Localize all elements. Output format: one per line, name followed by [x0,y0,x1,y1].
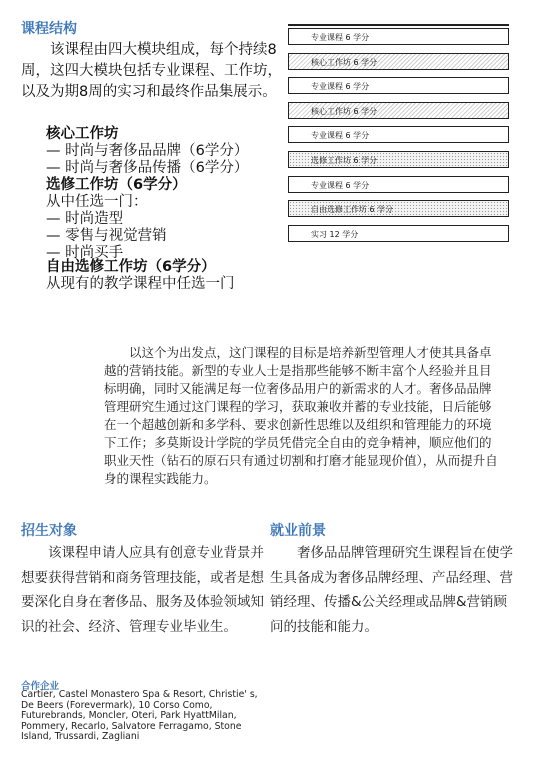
core-workshop-heading: 核心工作坊 [46,126,119,142]
schedule-block: 专业课程 6 学分 [288,77,509,94]
admission-text: 该课程申请人应具有创意专业背景并想要获得营销和商务管理技能，或者是想要深化自身在奢侈品、服务及体验领域知识的社会、经济、管理专业毕业生。 [21,545,264,635]
goal-paragraph: 以这个为出发点，这门课程的目标是培养新型管理人才使其具备卓越的营销技能。新型的专业人士是指那些能够不断丰富个人经验并且目标明确，同时又能满足每一位奢侈品用户的新需求的人才。奢侈品品牌管理研究生通过这门课程的学习，获取兼收并蓄的专业技能，日后能够在一个超越创新和多学科、要求创新性思维以及组织和管理能力的环境下工作；多莫斯设计学院的学员凭借完全自由的竞争精神，顺应他们的职业天性（钻石的原石只有通过切割和打磨才能显现价值），从而提升自身的课程实践能力。 [104,345,498,486]
career-text: 奢侈品品牌管理研究生课程旨在使学生具备成为奢侈品牌经理、产品经理、营销经理、传播&公关经理或品牌&营销顾问的技能和能力。 [270,545,513,635]
schedule-block: 专业课程 6 学分 [288,28,509,45]
schedule-block: 核心工作坊 6 学分 [288,53,509,70]
career-title: 就业前景 [270,523,326,539]
schedule-top-rule [288,24,509,26]
schedule-block: 专业课程 6 学分 [288,176,509,193]
course-intro: 该课程由四大模块组成，每个持续8周，这四大模块包括专业课程、工作坊，以及为期8周的实习和最终作品集展示。 [21,42,282,100]
elective-note: 从中任选一门： [46,194,148,210]
core-workshop-item: — 时尚与奢侈品品牌（6学分） [46,143,249,159]
elective-item: — 零售与视觉营销 [46,228,167,244]
course-structure-title: 课程结构 [21,21,77,37]
free-elective-note: 从现有的教学课程中任选一门 [46,276,235,292]
elective-item: — 时尚造型 [46,211,124,227]
admission-title: 招生对象 [21,523,77,539]
schedule-block: 选修工作坊 6 学分 [288,151,509,168]
elective-workshop-heading: 选修工作坊（6学分） [46,177,187,193]
partners-title: 合作企业 [21,681,60,692]
partners-list: Cartier, Castel Monastero Spa & Resort, Christie' s, De Beers (Forevermark), 10 Corso Como, Futurebrands, Moncler, Oteri, Park HyattMilan, Pommery, Recarlo, Salvatore Ferragamo, Stone Island, Trussardi, Zagliani [21,689,258,743]
schedule-blocks [288,28,509,249]
schedule-block: 实习 12 学分 [288,225,509,242]
elective-item: — 时尚买手 [46,245,124,261]
schedule-block: 核心工作坊 6 学分 [288,102,509,119]
core-workshop-item: — 时尚与奢侈品传播（6学分） [46,160,249,176]
schedule-block: 自由选修工作坊 6 学分 [288,200,509,217]
schedule-block: 专业课程 6 学分 [288,126,509,143]
free-elective-heading: 自由选修工作坊（6学分） [46,259,216,275]
